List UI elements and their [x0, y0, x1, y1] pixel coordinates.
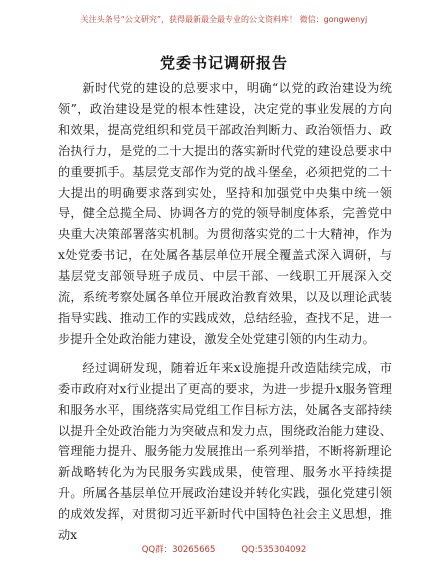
header-promo-note: 关注头条号“公文研究”，获得最新最全最专业的公文资料库！ 微信：gongwenyj [80, 15, 368, 24]
footer-contact [0, 543, 448, 555]
footer-qq: QQ:535304092 [241, 545, 307, 555]
document-title: 党委书记调研报告 [159, 54, 288, 72]
body-paragraph: 新时代党的建设的总要求中，明确“以党的政治建设为统领”，政治建设是党的根本性建设，决定党的事业发展的方向和效果，提高党组织和党员干部政治判断力、政治领悟力、政治执行力，是党的二十大提出的落实新时代党的建设总要求中的重要抓手。基层党支部作为党的战斗堡垒，必须把党的二十大提出的明确要求落到实处，坚持和加强党中央集中统一领导，健全总揽全局、协调各方的党的领导制度体系，完善党中央重大决策部署落实机制。为贯彻落实党的二十大精神，作为x处党委书记，在处属各基层单位开展全覆盖式深入调研，与基层党支部领导班子成员、中层干部、一线职工开展深入交流，系统考察处属各单位开展政治教育效果，以及以理论武装指导实践、推动工作的实践成效，总结经验，查找不足，进一步提升全处政治能力建设，激发全处党建引领的内生动力。 [58, 81, 392, 346]
document-body [58, 78, 392, 546]
footer-qq-group: QQ群：30265665 [141, 545, 216, 555]
body-paragraph: 经过调研发现，随着近年来x设施提升改造陆续完成，市委市政府对x行业提出了更高的要求，为进一步提升x服务管理和服务水平，围绕落实局党组工作目标方法，处属各支部持续以提升全处政治能力为突破点和发力点，围绕政治能力建设、管理能力提升、服务能力发展推出一系列举措，不断将新理论新战略转化为为民服务实践成果，使管理、服务水平持续提升。所属各基层单位开展政治建设并转化实践，强化党建引领的成效发挥，对贯彻习近平新时代中国特色社会主义思想，推动x [58, 360, 392, 543]
